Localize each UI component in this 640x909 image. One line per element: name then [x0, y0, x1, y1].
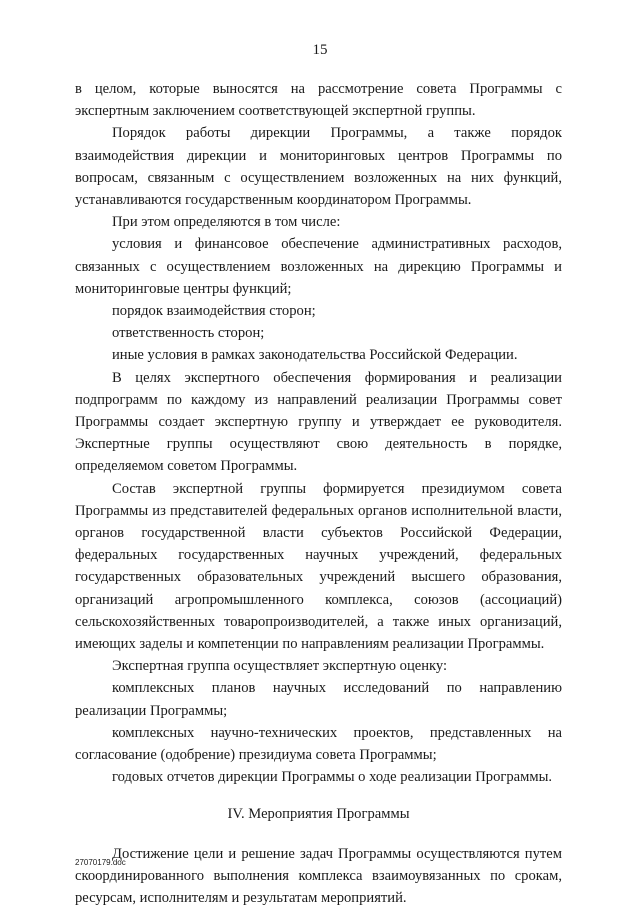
- paragraph-expert-evaluation: Экспертная группа осуществляет экспертную оценку:: [112, 658, 448, 675]
- list-item-responsibility: ответственность сторон;: [112, 325, 265, 342]
- document-body: [75, 78, 562, 909]
- paragraph-section-intro: Достижение цели и решение задач Программы осуществляются путем скоординированного выполнения комплекса взаимоувязанных по срокам, ресурсам, исполнителям и результатам мероприятий.: [75, 845, 562, 907]
- paragraph-continuation: в целом, которые выносятся на рассмотрение совета Программы с экспертным заключением соответствующей экспертной группы.: [75, 81, 562, 120]
- paragraph-including: При этом определяются в том числе:: [112, 214, 341, 231]
- footer-filename: 27070179.doc: [75, 858, 126, 867]
- paragraph-directorate-procedure: Порядок работы дирекции Программы, а также порядок взаимодействия дирекции и мониторинговых центров Программы по вопросам, связанным с осуществлением возложенных на них функций, устанавливаются государственным координатором Программы.: [75, 125, 562, 209]
- list-item-projects: комплексных научно-технических проектов, представленных на согласование (одобрение) президиума совета Программы;: [75, 724, 562, 764]
- paragraph-expert-group-creation: В целях экспертного обеспечения формирования и реализации подпрограмм по каждому из направлений реализации Программы совет Программы создает экспертную группу и утверждает ее руководителя. Экспертные группы осуществляют свою деятельность в порядке, определяемом советом Программы.: [75, 369, 562, 475]
- list-item-interaction: порядок взаимодействия сторон;: [112, 303, 316, 320]
- paragraph-expert-group-composition: Состав экспертной группы формируется президиумом совета Программы из представителей федеральных органов исполнительной власти, органов государственной власти субъектов Российской Федерации, федеральных государственных научных учреждений, федеральных государственных образовательных учреждений высшего образования, организаций агропромышленного комплекса, союзов (ассоциаций) сельскохозяйственных товаропроизводителей, а также иных организаций, имеющих заделы и компетенции по направлениям реализации Программы.: [75, 480, 562, 653]
- list-item-conditions: условия и финансовое обеспечение административных расходов, связанных с осуществлением возложенных на дирекцию Программы и мониторинговые центры функций;: [75, 236, 562, 297]
- list-item-other-conditions: иные условия в рамках законодательства Российской Федерации.: [112, 347, 518, 364]
- list-item-research-plans: комплексных планов научных исследований по направлению реализации Программы;: [75, 680, 562, 719]
- page-number: 15: [312, 42, 328, 58]
- list-item-annual-reports: годовых отчетов дирекции Программы о ходе реализации Программы.: [112, 769, 553, 786]
- section-heading: IV. Мероприятия Программы: [227, 805, 410, 822]
